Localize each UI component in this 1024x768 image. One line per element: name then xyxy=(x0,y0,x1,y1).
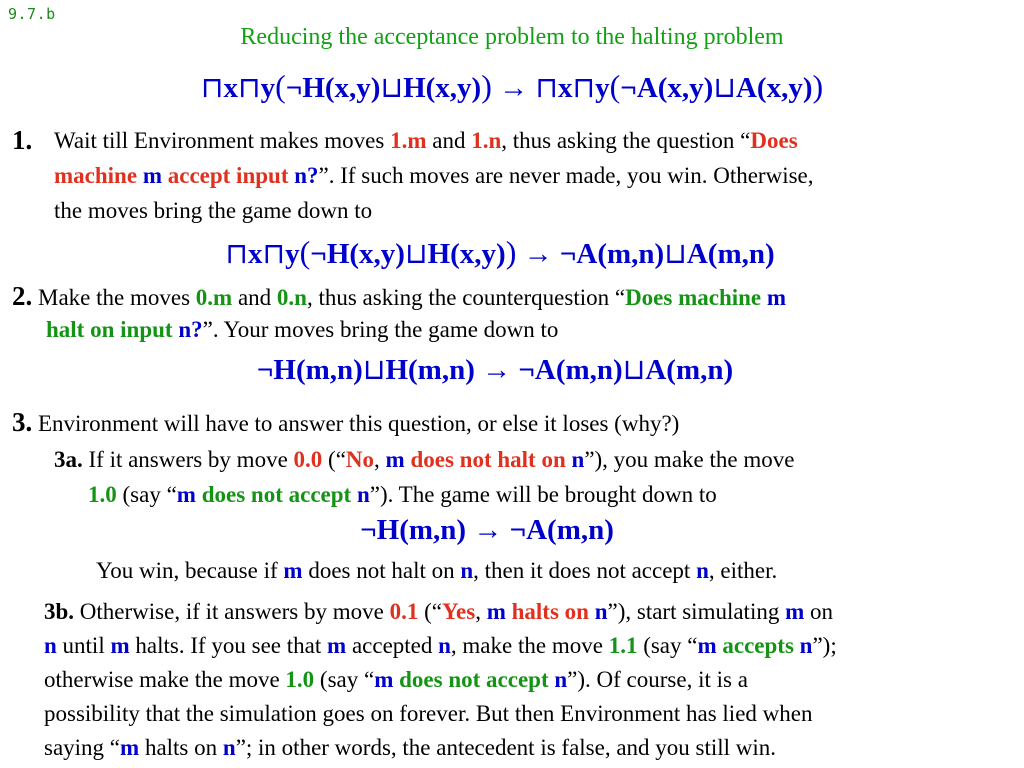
var-x: x xyxy=(248,238,263,270)
var-x: x xyxy=(558,72,573,104)
paren: ) xyxy=(812,68,824,104)
predicate: A(m,n) xyxy=(645,354,734,386)
paren: ) xyxy=(481,68,492,104)
variable-n: n xyxy=(799,633,813,658)
choice-disjunction-symbol: ⊔ xyxy=(380,70,404,104)
predicate: A(m,n) xyxy=(686,238,775,270)
text: Wait till Environment makes moves xyxy=(54,128,391,153)
question: halt on input xyxy=(46,317,179,342)
text: saying “ xyxy=(44,735,121,760)
variable-n: n xyxy=(356,482,370,507)
variable-n: n xyxy=(696,558,709,583)
step-3b-line-3 xyxy=(44,667,748,693)
question: Does xyxy=(750,128,798,153)
text: until xyxy=(56,633,111,658)
text: and xyxy=(232,285,277,310)
arrow-symbol: → xyxy=(491,72,536,104)
negation-symbol: ¬ xyxy=(256,354,274,386)
text: You win, because if xyxy=(96,558,284,583)
text: halts. If you see that xyxy=(129,633,328,658)
text: ”. Your moves bring the game down to xyxy=(202,317,559,342)
answer: does not accept xyxy=(393,667,555,692)
text: does not halt on xyxy=(302,558,461,583)
choice-universal-symbol: ⊓ xyxy=(262,236,286,270)
var-y: y xyxy=(595,72,610,104)
var-x: x xyxy=(223,72,238,104)
step-1-line-2 xyxy=(54,163,814,189)
move: 0.n xyxy=(276,285,307,310)
question: machine xyxy=(54,163,143,188)
text: If it answers by move xyxy=(82,447,294,472)
move: 0.m xyxy=(195,285,233,310)
choice-universal-symbol: ⊓ xyxy=(572,70,596,104)
step-1-number: 1. xyxy=(12,125,33,155)
negation-symbol: ¬ xyxy=(509,514,527,546)
negation-symbol: ¬ xyxy=(285,72,303,104)
negation-symbol: ¬ xyxy=(518,354,535,386)
step-3b-label: 3b. xyxy=(44,599,75,624)
predicate: H(m,n) xyxy=(385,354,475,386)
text: (“ xyxy=(322,447,346,472)
step-2-number: 2. xyxy=(12,281,33,311)
step-3b-line-4: possibility that the simulation goes on forever. But then Environment has lied when xyxy=(44,701,813,726)
text: ”; in other words, the antecedent is false, and you still win. xyxy=(235,735,777,760)
variable-n: n xyxy=(222,735,236,760)
answer: Yes xyxy=(441,599,476,624)
question: Does machine xyxy=(625,285,767,310)
choice-universal-symbol: ⊓ xyxy=(535,70,558,104)
arrow-symbol: → xyxy=(466,514,510,546)
choice-disjunction-symbol: ⊔ xyxy=(664,236,687,270)
text: (“ xyxy=(418,599,442,624)
text: ”. If such moves are never made, you win. Otherwise, xyxy=(318,163,814,188)
arrow-symbol: → xyxy=(516,238,560,270)
text: on xyxy=(804,599,834,624)
slide-number: 9.7.b xyxy=(8,5,56,23)
move: 1.0 xyxy=(88,482,117,507)
predicate: A(m,n) xyxy=(526,514,614,546)
step-1-line-1 xyxy=(54,128,798,154)
paren: ( xyxy=(609,68,621,104)
step-3b-line-5 xyxy=(44,735,776,761)
answer: No xyxy=(345,447,375,472)
choice-disjunction-symbol: ⊔ xyxy=(713,70,736,104)
predicate: H(m,n) xyxy=(376,514,467,546)
text: ”), you make the move xyxy=(584,447,795,472)
variable-m: m xyxy=(374,667,394,692)
negation-symbol: ¬ xyxy=(620,72,637,104)
answer: halts on xyxy=(505,599,595,624)
variable-m: m xyxy=(120,735,140,760)
choice-universal-symbol: ⊓ xyxy=(237,70,261,104)
choice-disjunction-symbol: ⊔ xyxy=(362,352,386,386)
text: otherwise make the move xyxy=(44,667,286,692)
question: accept input xyxy=(161,163,295,188)
predicate: A(m,n) xyxy=(576,238,665,270)
move: 1.m xyxy=(390,128,427,153)
variable-n: n xyxy=(44,633,57,658)
step-3-number: 3. xyxy=(12,407,33,437)
step-2-line-2 xyxy=(46,317,558,343)
arrow-symbol: → xyxy=(474,354,519,386)
move: 1.0 xyxy=(285,667,315,692)
predicate: A(x,y) xyxy=(735,72,813,104)
variable-m: m xyxy=(176,482,196,507)
negation-symbol: ¬ xyxy=(360,514,377,546)
predicate: H(x,y) xyxy=(302,72,381,104)
choice-universal-symbol: ⊓ xyxy=(200,70,224,104)
text: halts on xyxy=(139,735,223,760)
step-3-line xyxy=(12,407,679,438)
negation-symbol: ¬ xyxy=(310,238,327,270)
var-y: y xyxy=(260,72,276,104)
step-3b-line-2 xyxy=(44,633,837,659)
step-3a-line-1 xyxy=(54,447,794,473)
step-2-line-1 xyxy=(12,281,786,312)
move: 1.n xyxy=(471,128,502,153)
variable-n: n xyxy=(438,633,451,658)
text: , thus asking the question “ xyxy=(501,128,751,153)
text: Otherwise, if it answers by move xyxy=(74,599,390,624)
answer: does not halt on xyxy=(404,447,572,472)
negation-symbol: ¬ xyxy=(559,238,577,270)
variable-m: m xyxy=(327,633,347,658)
variable-n: n xyxy=(460,558,474,583)
variable-m: m xyxy=(697,633,717,658)
predicate: A(x,y) xyxy=(636,72,714,104)
variable-m: m xyxy=(110,633,130,658)
variable-m: m xyxy=(486,599,506,624)
predicate: H(x,y) xyxy=(427,238,506,270)
predicate: H(m,n) xyxy=(273,354,363,386)
win-line xyxy=(96,558,777,584)
move: 0.1 xyxy=(389,599,419,624)
variable-m: m xyxy=(142,163,162,188)
formula-3 xyxy=(0,352,990,387)
slide-title: Reducing the acceptance problem to the halting problem xyxy=(240,24,784,50)
text: ”). The game will be brought down to xyxy=(369,482,717,507)
text: ”). Of course, it is a xyxy=(567,667,748,692)
choice-disjunction-symbol: ⊔ xyxy=(404,236,428,270)
step-3a-line-2 xyxy=(88,482,717,508)
text: (say “ xyxy=(637,633,698,658)
paren: ( xyxy=(275,68,286,104)
text: accepted xyxy=(346,633,439,658)
variable-n: n xyxy=(554,667,568,692)
variable-m: m xyxy=(283,558,303,583)
predicate: A(m,n) xyxy=(534,354,623,386)
choice-disjunction-symbol: ⊔ xyxy=(622,352,646,386)
text: Environment will have to answer this question, or else it loses (why?) xyxy=(32,411,680,436)
step-3b-line-1 xyxy=(44,599,833,625)
text: (say “ xyxy=(116,482,177,507)
move: 1.1 xyxy=(608,633,638,658)
text: and xyxy=(426,128,472,153)
predicate: H(x,y) xyxy=(326,238,405,270)
text: , either. xyxy=(708,558,778,583)
step-3a-label: 3a. xyxy=(54,447,83,472)
text: , then it does not accept xyxy=(473,558,697,583)
variable-n: n? xyxy=(294,163,319,188)
text: , xyxy=(374,447,386,472)
formula-2 xyxy=(0,234,1000,271)
answer: accepts xyxy=(716,633,800,658)
step-1-line-3: the moves bring the game down to xyxy=(54,198,373,223)
formula-main xyxy=(0,68,1024,105)
text: , thus asking the counterquestion “ xyxy=(306,285,626,310)
text: , xyxy=(475,599,487,624)
text: ”), start simulating xyxy=(607,599,786,624)
choice-universal-symbol: ⊓ xyxy=(225,236,248,270)
predicate: H(x,y) xyxy=(403,72,482,104)
variable-n: n xyxy=(571,447,585,472)
text: Make the moves xyxy=(32,285,196,310)
text: ”); xyxy=(812,633,837,658)
move: 0.0 xyxy=(293,447,323,472)
variable-m: m xyxy=(385,447,405,472)
text: (say “ xyxy=(314,667,375,692)
answer: does not accept xyxy=(195,482,357,507)
variable-m: m xyxy=(766,285,787,310)
variable-n: n xyxy=(594,599,608,624)
variable-m: m xyxy=(785,599,805,624)
variable-n: n? xyxy=(178,317,203,342)
var-y: y xyxy=(285,238,300,270)
paren: ) xyxy=(505,234,517,270)
formula-4 xyxy=(0,514,974,547)
text: , make the move xyxy=(450,633,609,658)
paren: ( xyxy=(299,234,311,270)
